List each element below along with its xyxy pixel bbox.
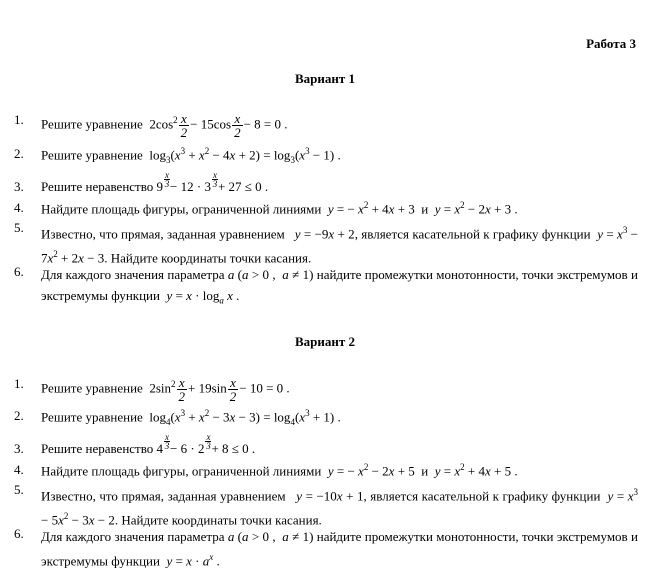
task-text: Решите неравенство 9 $\frac{x}{3}$ − 12 · 3 $\frac{x}{3}$ + 27 ≤ 0 . [41,170,269,194]
task-text: Для каждого значения параметра a (a > 0 , a ≠ 1) найдите промежутки монотонности, точки экстремумов и экстремумы функции $y = x \cdot a^x$ . [41,529,638,569]
task-number: 6. [14,526,24,541]
task-text: Решите уравнение $\log_4(x^3 + x^2 - 3x - 3) = \log_4(x^3 + 1)$ . [41,408,341,427]
task-number: 2. [14,408,24,423]
task-number: 5. [14,220,24,235]
variant-1-title: Вариант 1 [294,71,356,86]
task-text: Найдите площадь фигуры, ограниченной линиями y = − $x^2 + 4x + 3$ и $y = x^2 - 2x + 3$ . [41,200,518,217]
work-title: Работа 3 [586,36,636,51]
task-number: 6. [14,264,24,279]
task-number: 4. [14,200,24,215]
task-text: Решите уравнение $2\cos^2$ $\frac{x}{2}$ − 15cos $\frac{x}{2}$ − 8 = 0 . [41,111,288,140]
task-text: Для каждого значения параметра a (a > 0 , a ≠ 1) найдите промежутки монотонности, точки экстремумов и экстремумы функции $y = x \cdot \log_a x$ . [41,267,638,306]
task-text: Решите уравнение $\log_3(x^3 + x^2 - 4x + 2) = \log_3(x^3 - 1)$ . [41,146,341,165]
task-number: 1. [14,112,24,127]
task-text: Решите неравенство 4 $\frac{x}{3}$ − 6 · 2 $\frac{x}{3}$ + 8 ≤ 0 . [41,432,256,456]
task-number: 2. [14,146,24,161]
task-number: 5. [14,482,24,497]
task-text: Известно, что прямая, заданная уравнением y = −9x + 2, является касательной к графику функции $y = x^3 - 7x^2 + 2x - 3$. Найдите координаты точки касания. [41,225,638,266]
variant-2-title: Вариант 2 [294,334,356,349]
task-text: Решите уравнение $2\sin^2$ $\frac{x}{2}$ + 19sin $\frac{x}{2}$ − 10 = 0 . [41,375,290,404]
task-text: Найдите площадь фигуры, ограниченной линиями y = − $x^2 - 2x + 5$ и $y = x^2 + 4x + 5$ . [41,462,518,479]
task-number: 1. [14,376,24,391]
task-number: 3. [14,441,24,456]
task-number: 3. [14,179,24,194]
task-number: 4. [14,462,24,477]
task-text: Известно, что прямая, заданная уравнением y = −10x + 1, является касательной к графику функции $y = x^3 - 5x^2 - 3x - 2$. Найдите координаты точки касания. [41,487,638,528]
